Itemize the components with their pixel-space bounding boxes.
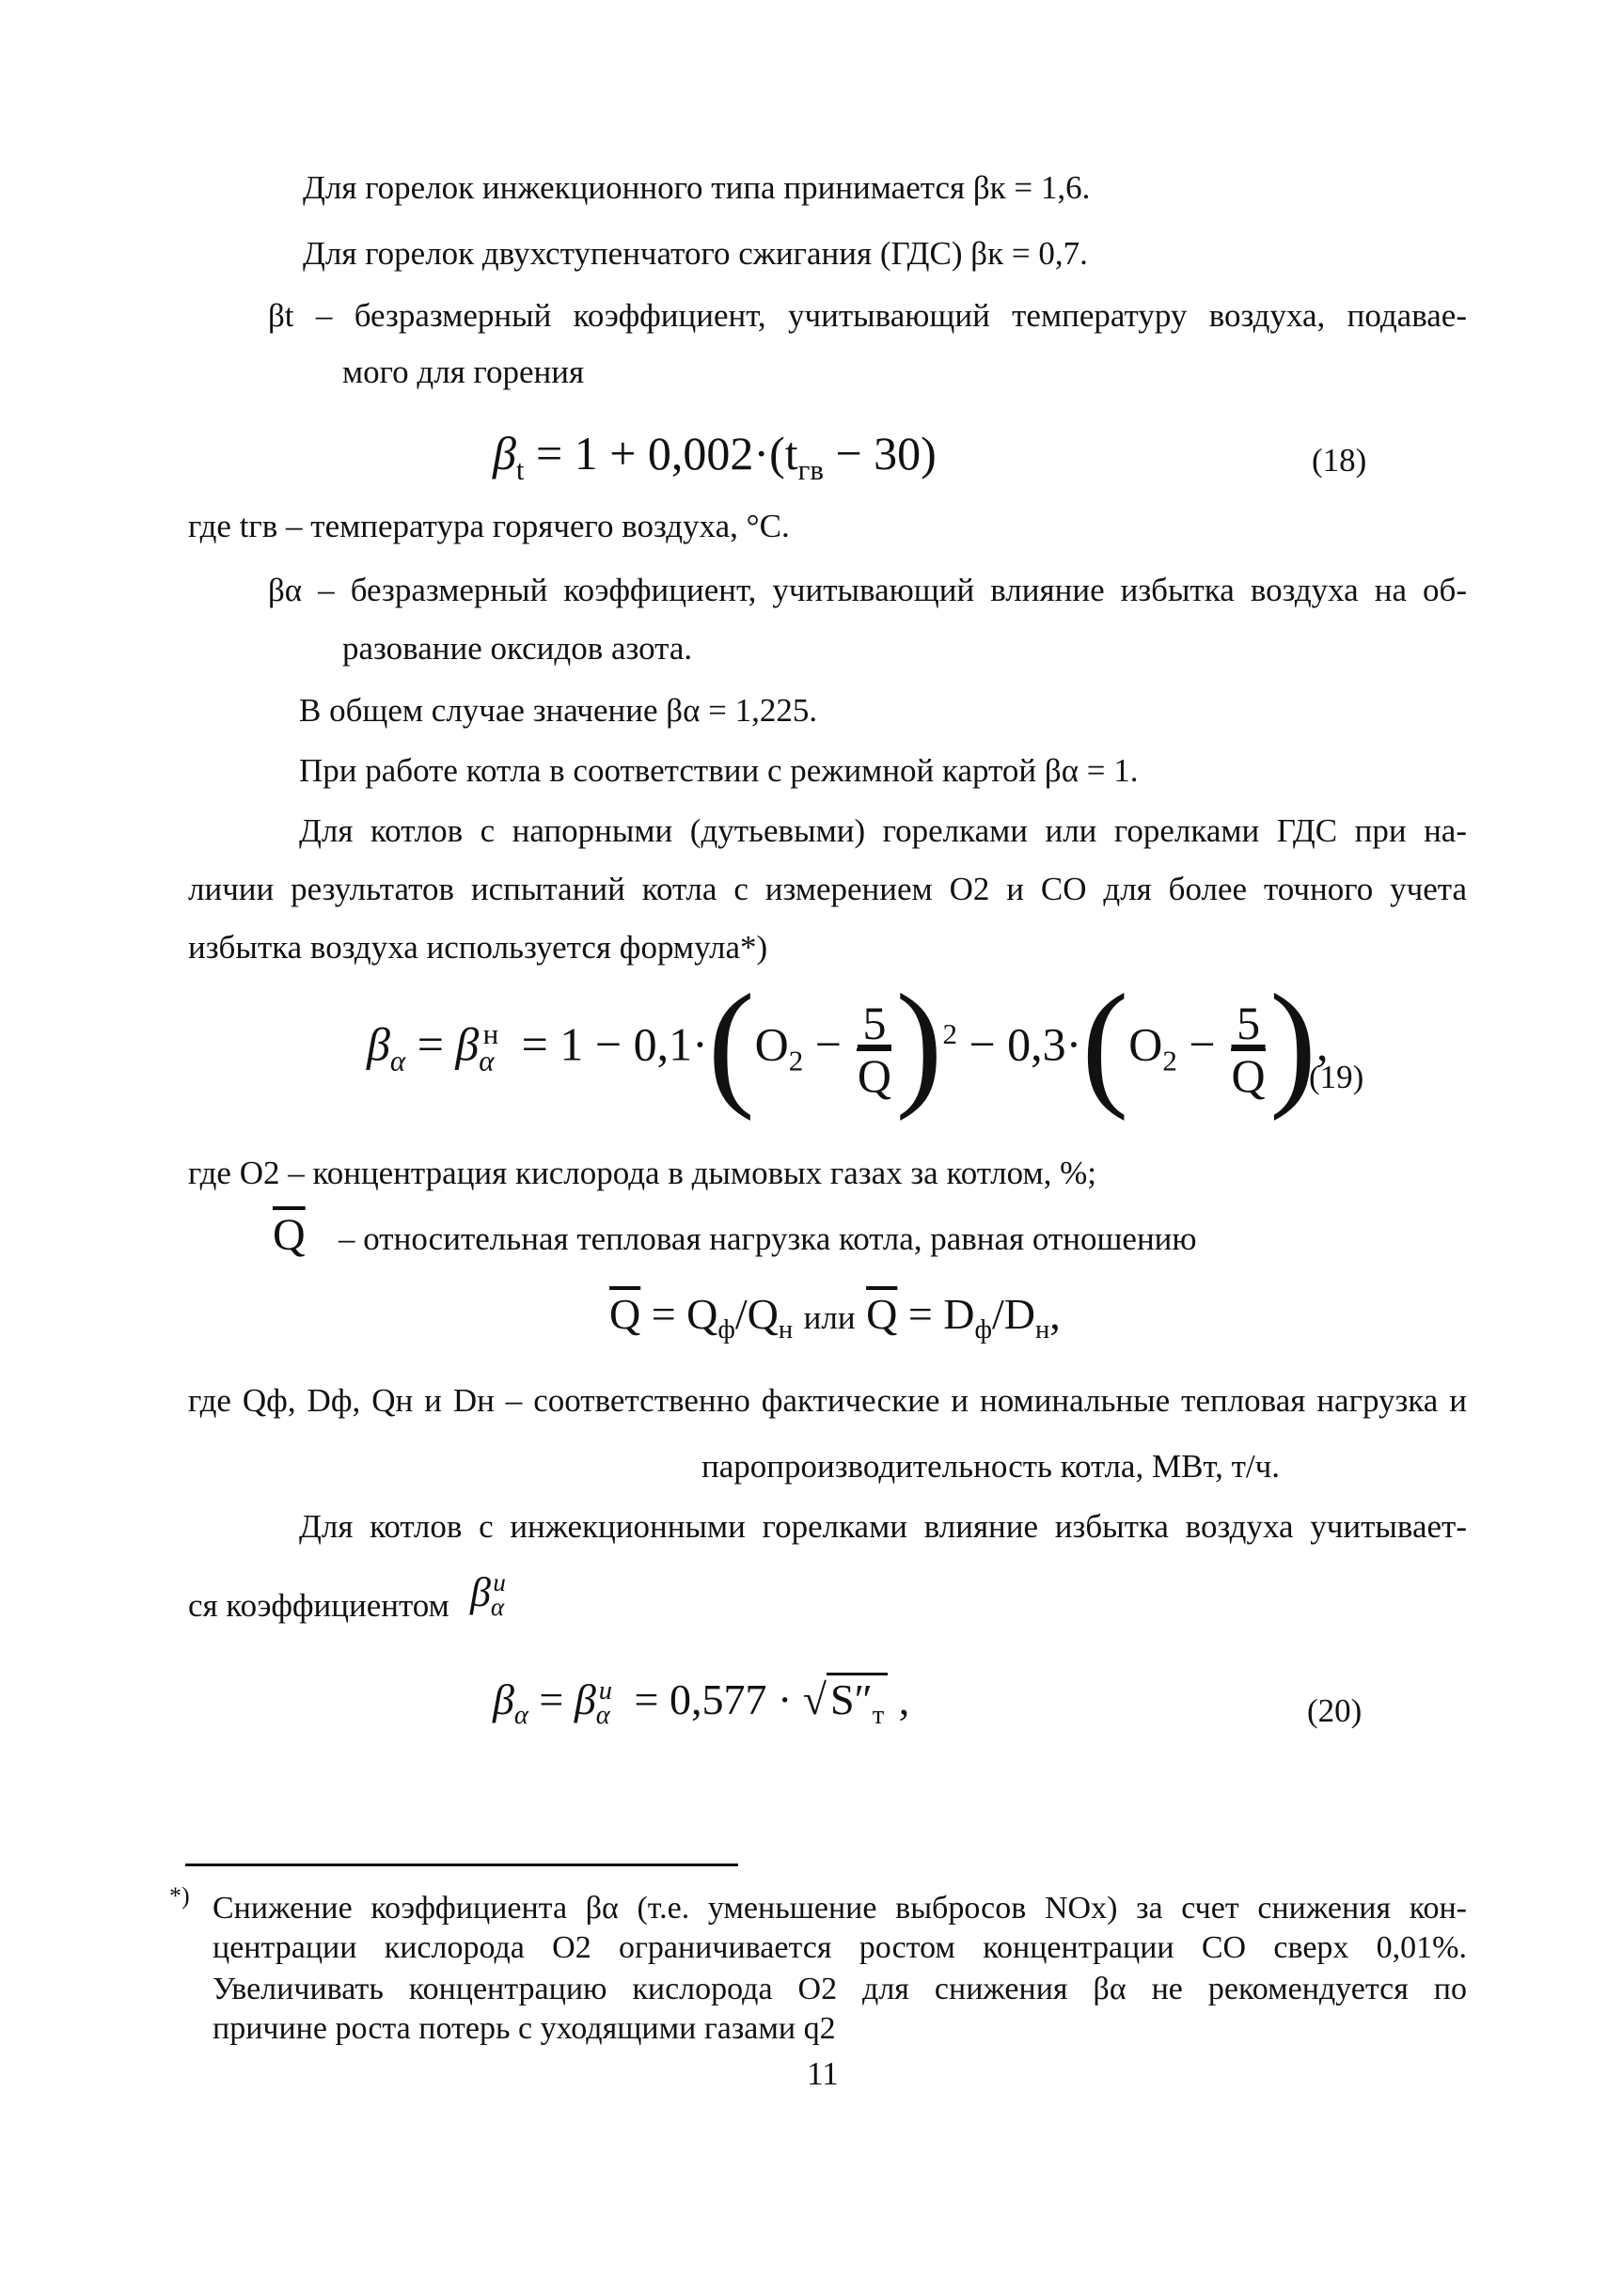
text-line-9: При работе котла в соответствии с режимной картой βα = 1.: [299, 752, 1139, 789]
footnote-line-3: Увеличивать концентрацию кислорода О2 для снижения βα не рекомендуется по: [213, 1972, 1467, 2006]
footnote-line-2: центрации кислорода О2 ограничивается ростом концентрации СО сверх 0,01%.: [213, 1930, 1467, 1965]
text-line-18: ся коэффициентом: [188, 1587, 449, 1624]
text-line-6: βα – безразмерный коэффициент, учитывающий влияние избытка воздуха на об-: [268, 572, 1467, 608]
equation-20-number: (20): [1307, 1692, 1363, 1729]
text-line-8: В общем случае значение βα = 1,225.: [299, 692, 818, 729]
text-line-7: разование оксидов азота.: [342, 630, 693, 667]
footnote-marker: *): [169, 1882, 190, 1910]
text-line-12: избытка воздуха используется формула*): [188, 929, 768, 966]
text-line-5: где tгв – температура горячего воздуха, °С.: [188, 508, 790, 544]
page-number: 11: [807, 2055, 839, 2092]
equation-19: $\beta_\alpha = \beta_\alpha^н = 1 - 0,1\cdot(O_2$ − $\frac{5}{Q}$ )$^2 - 0,3\cdot(O_2$ − $\frac{5}{Q}$ ),: [367, 966, 1329, 1122]
equation-19-number: (19): [1309, 1059, 1364, 1095]
inline-beta-alpha-i: $\beta_\alpha^и$: [470, 1568, 506, 1621]
text-line-14: – относительная тепловая нагрузка котла, равная отношению: [339, 1220, 1197, 1257]
text-line-11: личии результатов испытаний котла с измерением О2 и СО для более точного учета: [188, 871, 1467, 907]
footnote-line-4: причине роста потерь с уходящими газами q2: [213, 2011, 836, 2046]
text-line-15: где Qф, Dф, Qн и Dн – соответственно фактические и номинальные тепловая нагрузка и: [188, 1382, 1467, 1419]
equation-18: $\beta_t = 1 + 0,002\cdot(t_{гв} - 30)$: [493, 427, 937, 486]
equation-q-ratio: $\overline{Q} = Q_ф/Q_н$ или $\overline{Q} = D_ф/D_н$,: [609, 1290, 1061, 1345]
text-line-1: Для горелок инжекционного типа принимается βк = 1,6.: [303, 169, 1091, 206]
equation-20: $\beta_\alpha = \beta_\alpha^и = 0,577 \cdot √S''_т$ ,: [493, 1674, 909, 1725]
text-line-13: где О2 – концентрация кислорода в дымовых газах за котлом, %;: [188, 1155, 1096, 1191]
equation-18-number: (18): [1312, 442, 1367, 479]
text-line-16: паропроизводительность котла, МВт, т/ч.: [701, 1448, 1280, 1485]
text-line-10: Для котлов с напорными (дутьевыми) горелками или горелками ГДС при на-: [299, 812, 1467, 849]
text-line-3: βt – безразмерный коэффициент, учитывающий температуру воздуха, подавае-: [268, 297, 1467, 334]
footnote-divider: [185, 1864, 738, 1866]
text-line-4: мого для горения: [342, 354, 585, 390]
text-line-17: Для котлов с инжекционными горелками влияние избытка воздуха учитывает-: [299, 1508, 1467, 1545]
footnote-line-1: Снижение коэффициента βα (т.е. уменьшение выбросов NOx) за счет снижения кон-: [213, 1891, 1467, 1926]
text-line-2: Для горелок двухступенчатого сжигания (ГДС) βк = 0,7.: [303, 235, 1088, 272]
q-bar-symbol: $\overline{Q}$: [273, 1210, 306, 1260]
